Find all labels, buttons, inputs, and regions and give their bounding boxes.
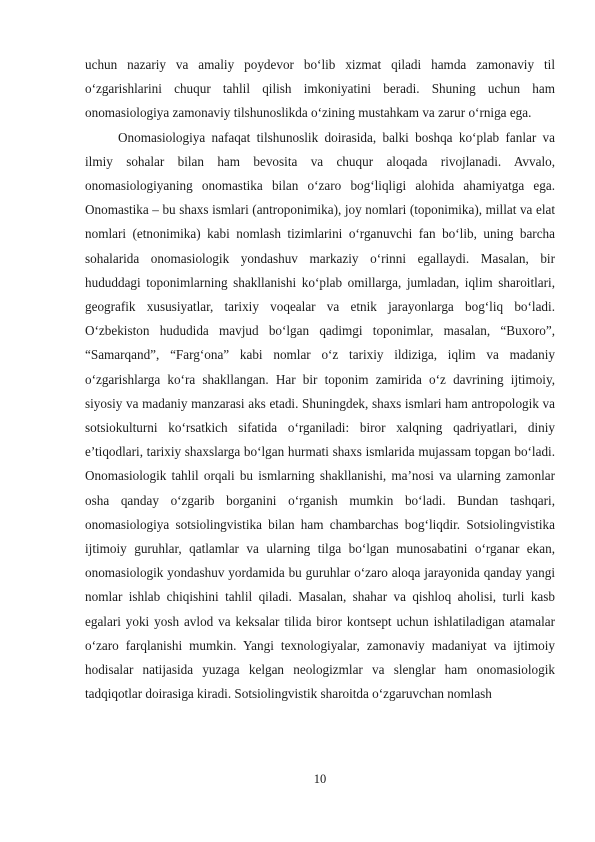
paragraph-continuation: uchun nazariy va amaliy poydevor bo‘lib xizmat qiladi hamda zamonaviy til o‘zgarishlarini chuqur tahlil qilish imkoniyatini beradi. Shuning uchun ham onomasiologiya zamonaviy tilshunoslikda o‘zining mustahkam va zarur o‘rniga ega. (85, 57, 555, 121)
paragraph-onomasiology: Onomasiologiya nafaqat tilshunoslik doirasida, balki boshqa ko‘plab fanlar va ilmiy sohalar bilan ham bevosita va chuqur aloqada rivojlanadi. Avvalo, onomasiologiyaning onomastika bilan o‘zaro bog‘liqligi alohida ahamiyatga ega. Onomastika – bu shaxs ismlari (antroponimika), joy nomlari (toponimika), millat va elat nomlari (etnonimika) kabi nomlash tizimlarini o‘rganuvchi fan bo‘lib, uning barcha sohalarida onomasiologik yondashuv markaziy o‘rinni egallaydi. Masalan, bir hududdagi toponimlarning shakllanishi ko‘plab omillarga, jumladan, iqlim sharoitlari, geografik xususiyatlar, tarixiy voqealar va etnik jarayonlarga bog‘liq bo‘ladi. O‘zbekiston hududida mavjud bo‘lgan qadimgi toponimlar, masalan, “Buxoro”, “Samarqand”, “Farg‘ona” kabi nomlar o‘z tarixiy ildiziga, iqlim va madaniy o‘zgarishlarga ko‘ra shakllangan. Har bir toponim zamirida o‘z davrining ijtimoiy, siyosiy va madaniy manzarasi aks etadi. Shuningdek, shaxs ismlari ham antropologik va sotsiokulturni ko‘rsatkich sifatida o‘rganiladi: biror xalqning qadriyatlari, diniy e’tiqodlari, tarixiy shaxslarga bo‘lgan hurmati shaxs ismlarida mujassam topgan bo‘ladi. Onomasiologik tahlil orqali bu ismlarning shakllanishi, ma’nosi va ularning zamonlar osha qanday o‘zgarib borganini o‘rganish mumkin bo‘ladi. Bundan tashqari, onomasiologiya sotsiolingvistika bilan ham chambarchas bog‘liqdir. Sotsiolingvistika ijtimoiy guruhlar, qatlamlar va ularning tilga bo‘lgan munosabatini o‘rganar ekan, onomasiologik yondashuv yordamida bu guruhlar o‘zaro aloqa jarayonida qanday yangi nomlar ishlab chiqishini tahlil qiladi. Masalan, shahar va qishloq aholisi, turli kasb egalari yoki yosh avlod va keksalar tilida biror kontsept uchun ishlatiladigan atamalar o‘zaro farqlanishi mumkin. Yangi texnologiyalar, zamonaviy madaniyat va ijtimoiy hodisalar natijasida yuzaga kelgan neologizmlar va slenglar ham onomasiologik tadqiqotlar doirasiga kiradi. Sotsiolingvistik sharoitda o‘zgaruvchan nomlash (85, 129, 555, 702)
page-number: 10 (313, 772, 327, 786)
document-page (85, 53, 555, 706)
